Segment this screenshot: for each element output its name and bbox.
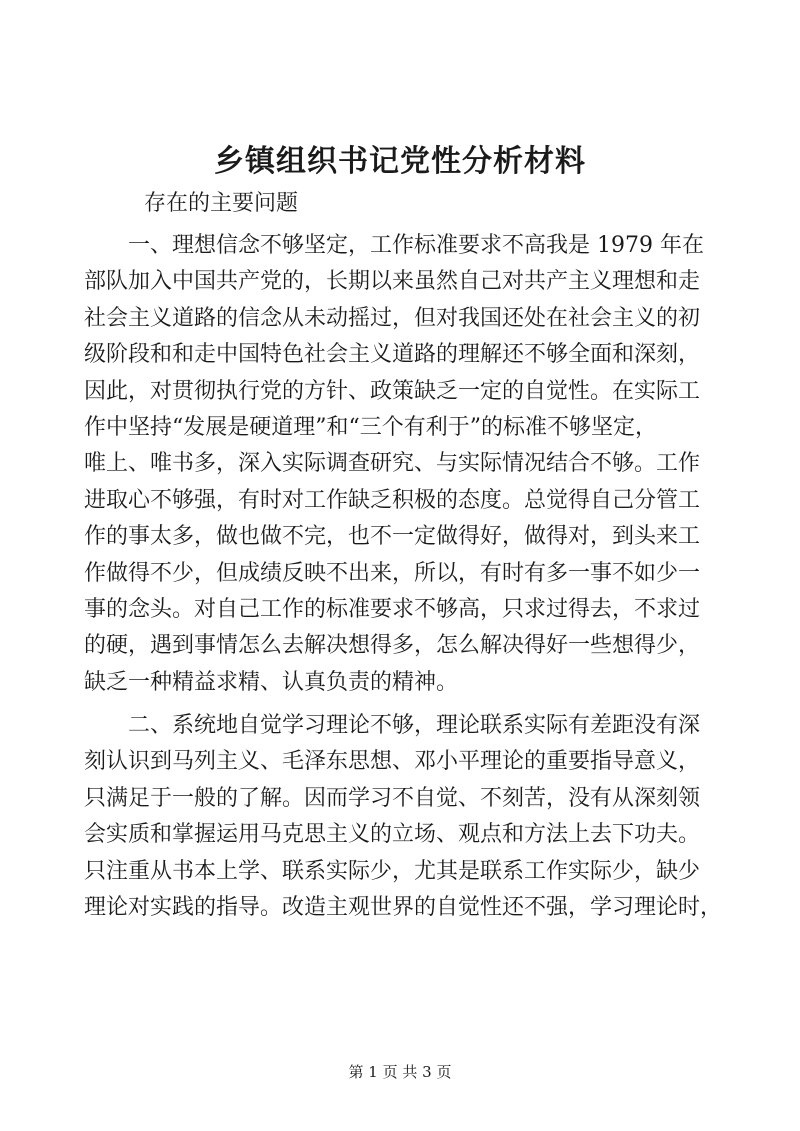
paragraph-line: 只注重从书本上学、联系实际少，尤其是联系工作实际少，缺少 <box>84 858 701 884</box>
paragraph-line: 唯上、唯书多，深入实际调查研究、与实际情况结合不够。工作 <box>84 451 701 477</box>
document-title: 乡镇组织书记党性分析材料 <box>214 144 586 179</box>
paragraph-line: 只满足于一般的了解。因而学习不自觉、不刻苦，没有从深刻领 <box>84 785 701 811</box>
paragraph-1 <box>84 228 724 701</box>
paragraph-line: 缺乏一种精益求精、认真负责的精神。 <box>84 669 459 695</box>
paragraph-line: 作做得不少，但成绩反映不出来，所以，有时有多一事不如少一 <box>84 560 701 586</box>
paragraph-line: 刻认识到马列主义、毛泽东思想、邓小平理论的重要指导意义， <box>84 749 701 775</box>
paragraph-line: 作的事太多，做也做不完，也不一定做得好，做得对，到头来工 <box>84 524 701 550</box>
paragraph-line: 的硬，遇到事情怎么去解决想得多，怎么解决得好一些想得少， <box>84 633 701 659</box>
paragraph-line: 部队加入中国共产党的，长期以来虽然自己对共产主义理想和走 <box>84 269 701 295</box>
paragraph-line: 进取心不够强，有时对工作缺乏积极的态度。总觉得自己分管工 <box>84 487 701 513</box>
paragraph-line: 级阶段和和走中国特色社会主义道路的理解还不够全面和深刻， <box>84 342 701 368</box>
paragraph-line: 因此，对贯彻执行党的方针、政策缺乏一定的自觉性。在实际工 <box>84 378 701 404</box>
page-footer: 第 1 页 共 3 页 <box>348 1063 452 1081</box>
section-heading: 存在的主要问题 <box>144 191 299 216</box>
paragraph-line: 理论对实践的指导。改造主观世界的自觉性还不强，学习理论时， <box>84 894 723 920</box>
paragraph-line: 一、理想信念不够坚定，工作标准要求不高我是 1979 年在 <box>128 233 704 258</box>
paragraph-2 <box>84 708 724 926</box>
paragraph-line: 会实质和掌握运用马克思主义的立场、观点和方法上去下功夫。 <box>84 822 701 848</box>
paragraph-line: 二、系统地自觉学习理论不够，理论联系实际有差距没有深 <box>128 713 701 738</box>
paragraph-line: 社会主义道路的信念从未动摇过，但对我国还处在社会主义的初 <box>84 305 701 331</box>
paragraph-line: 作中坚持“发展是硬道理”和“三个有利于”的标准不够坚定， <box>84 414 657 440</box>
paragraph-line: 事的念头。对自己工作的标准要求不够高，只求过得去，不求过 <box>84 596 701 622</box>
